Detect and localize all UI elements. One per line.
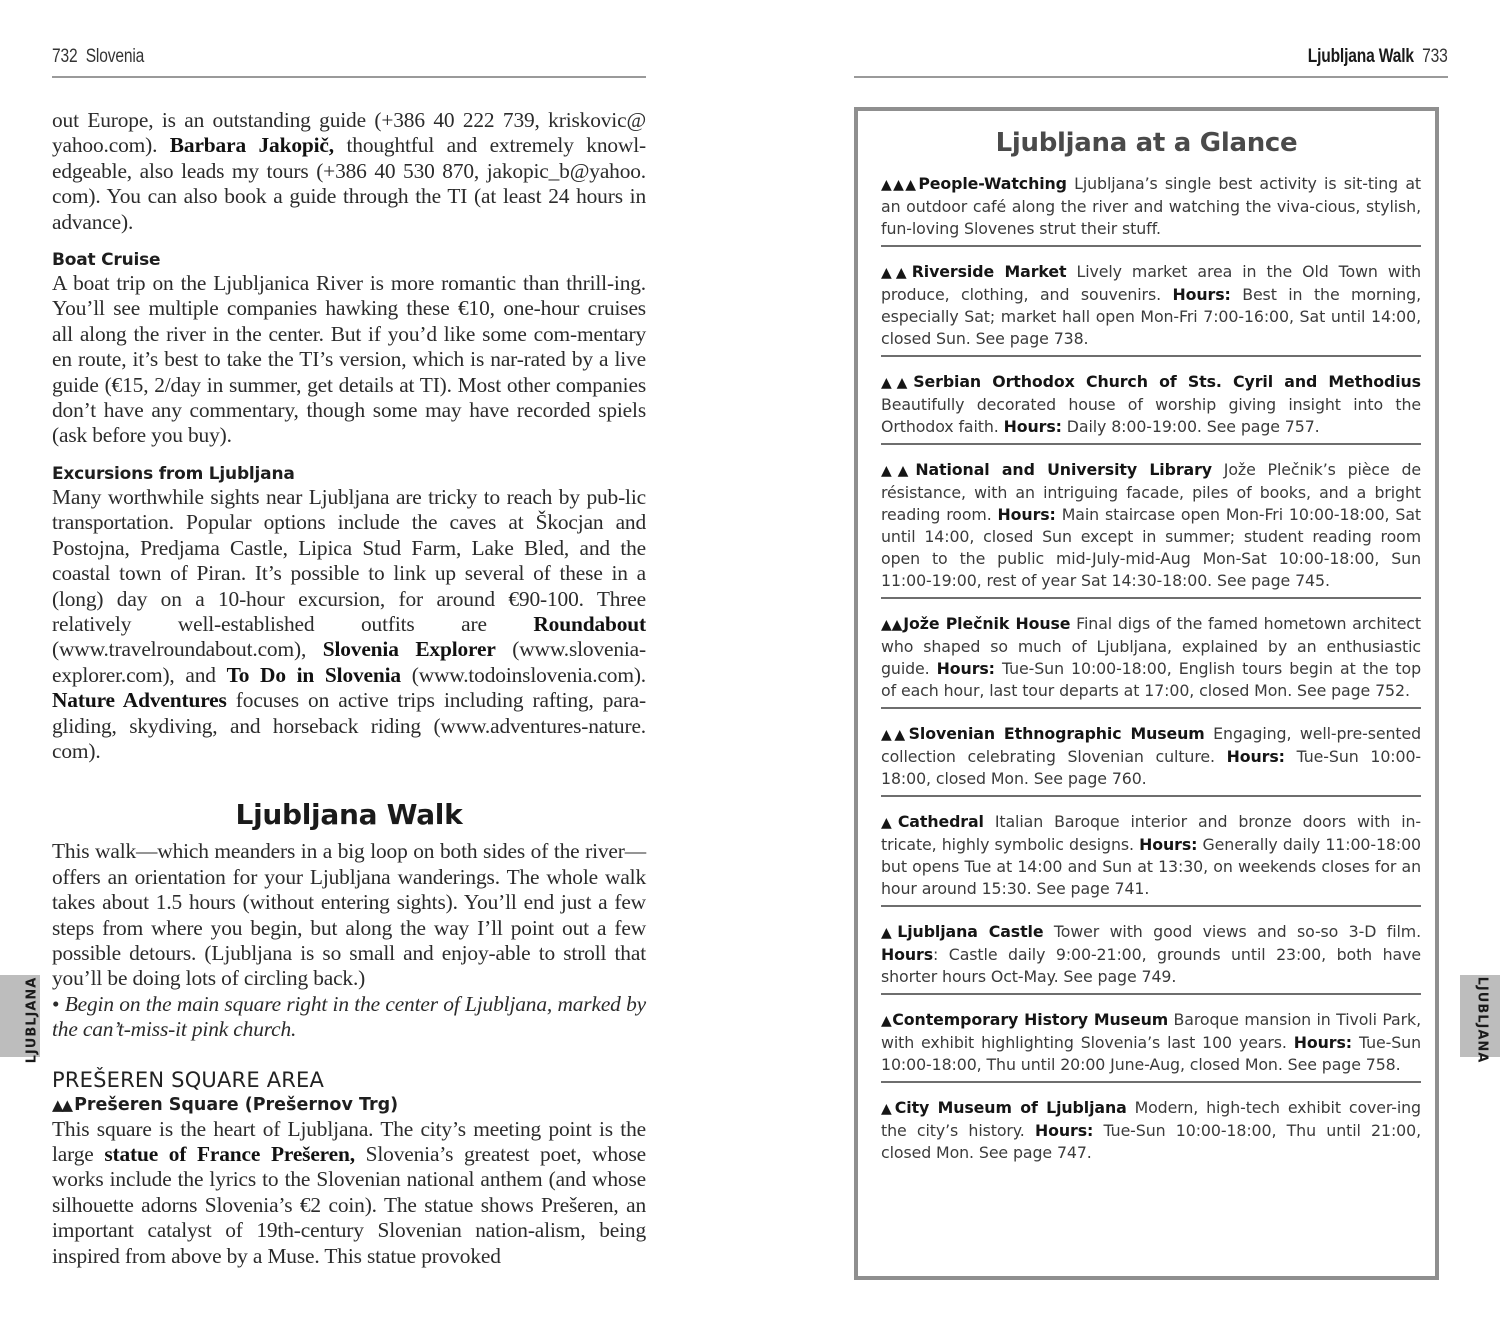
- sight-description: Baroque mansion in Tivoli Park, with exhibit highlighting Slovenia’s last 100 years.: [881, 1010, 1421, 1052]
- walk-paragraph: This walk—which meanders in a big loop on both sides of the river—offers an orientation for your Ljubljana wanderings. The whole walk takes about 1.5 hours (without entering sights). You’ll end just a few steps from where you begin, but along the way I’ll point out a few possible detours. (Ljubljana is so small and enjoy-able to stroll that you’ll be doing lots of circling back.): [52, 839, 646, 991]
- hours-label: Hours:: [1226, 747, 1285, 766]
- step-instruction: Begin on the main square right in the center of Ljubljana, marked by the can’t-miss-it pink church.: [52, 991, 646, 1042]
- hours-text: : Castle daily 9:00-21:00, grounds until 23:00, both have shorter hours Oct-May. See page 749.: [881, 945, 1421, 986]
- sight-name: Serbian Orthodox Church of Sts. Cyril and Methodius: [913, 372, 1421, 391]
- boat-cruise-heading: Boat Cruise: [52, 250, 161, 271]
- glance-title: Ljubljana at a Glance: [995, 128, 1298, 158]
- rating-triangles-icon: ▲▲: [881, 727, 908, 743]
- bullet: •: [52, 991, 60, 1016]
- hours-text: Tue-Sun 10:00-18:00, English tours begin at the top of each hour, last tour departs at 17:00, closed Mon. See page 752.: [881, 659, 1421, 700]
- hours-text: Main staircase open Mon-Fri 10:00-18:00, Sat until 14:00, closed Sun except in summer; student reading room open to the public mid-July-mid-Aug Mon-Sat 10:00-18:00, Sun 11:00-19:00, rest of year Sat 14:30-18:00. See page 745.: [881, 505, 1422, 590]
- sight-description: Modern, high-tech exhibit cover-ing the city’s history.: [881, 1098, 1421, 1140]
- area-paragraph: [52, 1117, 646, 1269]
- glance-item: [881, 371, 1421, 445]
- guide-name: Barbara Jakopič,: [169, 133, 334, 158]
- sight-name: City Museum of Ljubljana: [894, 1098, 1127, 1117]
- text-run: thoughtful and extremely knowl-edgeable, also leads my tours (+386 40 530 870, jakopic_b@yahoo. com). You can also book a guide through the TI (at least 24 hours in advance).: [52, 133, 646, 234]
- intro-paragraph: [52, 108, 646, 235]
- glance-item: [881, 723, 1421, 797]
- right-page: [800, 0, 1500, 1334]
- sight-name: Riverside Market: [911, 262, 1067, 281]
- running-header-left: [52, 46, 144, 68]
- outfit-name: To Do in Slovenia: [226, 662, 401, 687]
- sight-name: Ljubljana Castle: [897, 922, 1044, 941]
- rating-triangles-icon: ▲: [881, 1101, 894, 1117]
- sight-name: Prešeren Square (Prešernov Trg): [74, 1094, 399, 1115]
- text-run: focuses on active trips including rafting, para-gliding, skydiving, and horseback riding (www.adventures-nature. com).: [52, 688, 646, 763]
- sight-name: Contemporary History Museum: [892, 1010, 1169, 1029]
- rating-triangles-icon: ▲▲: [52, 1095, 72, 1114]
- header-rule: [52, 76, 646, 78]
- hours-label: Hours:: [1172, 285, 1231, 304]
- glance-item: [881, 1097, 1421, 1169]
- section-title: Slovenia: [85, 46, 145, 67]
- glance-item: [881, 261, 1421, 357]
- excursions-paragraph: [52, 485, 646, 764]
- hours-label: Hours:: [936, 659, 995, 678]
- sight-description: Jože Plečnik’s pièce de résistance, with an intriguing facade, piles of books, and a bright reading room.: [881, 460, 1421, 524]
- left-column: [52, 108, 646, 1269]
- glance-item: [881, 1009, 1421, 1083]
- glance-item: [881, 921, 1421, 995]
- header-rule: [854, 76, 1448, 78]
- sight-description: Lively market area in the Old Town with produce, clothing, and souvenirs.: [881, 262, 1421, 304]
- left-page: [0, 0, 700, 1334]
- sight-name: National and University Library: [915, 460, 1212, 479]
- walk-heading: Ljubljana Walk: [235, 798, 463, 832]
- outfit-name: Roundabout: [533, 611, 646, 636]
- walk-step: [52, 992, 646, 1043]
- section-title: Ljubljana Walk: [1308, 46, 1415, 67]
- sight-description: Tower with good views and so-so 3-D film.: [1043, 922, 1421, 941]
- glance-item: [881, 613, 1421, 709]
- glance-item: [881, 811, 1421, 907]
- rating-triangles-icon: ▲: [881, 925, 897, 941]
- page-number: 732: [52, 46, 78, 67]
- text-run: (www.travelroundabout.com),: [52, 637, 323, 662]
- running-header-right: [1308, 46, 1448, 68]
- area-heading: PREŠEREN SQUARE AREA: [52, 1067, 325, 1092]
- rating-triangles-icon: ▲▲: [881, 265, 911, 281]
- excursions-heading: Excursions from Ljubljana: [52, 463, 295, 484]
- boat-cruise-paragraph: A boat trip on the Ljubljanica River is more romantic than thrill-ing. You’ll see multiple companies hawking these €10, one-hour cruises all along the river in the center. But if you’d like some com-mentary en route, it’s best to take the TI’s version, which is nar-rated by a live guide (€15, 2/day in summer, get details at TI). Most other companies don’t have any commentary, though some may have recorded spiels (ask before you buy).: [52, 271, 646, 448]
- rating-triangles-icon: ▲: [881, 1013, 892, 1029]
- text-run: out Europe, is an outstanding guide (+386 40 222 739, kriskovic@ yahoo.com).: [52, 108, 646, 158]
- hours-text: Tue-Sun 10:00-18:00, Thu until 20:00 June-Aug, closed Mon. See page 758.: [881, 1033, 1421, 1074]
- hours-text: Best in the morning, especially Sat; market hall open Mon-Fri 7:00-16:00, Sat until 14:00, closed Sun. See page 738.: [881, 285, 1421, 348]
- sight-description: Final digs of the famed hometown architect who shaped so much of Ljubljana, explained by an enthusiastic guide.: [881, 614, 1421, 678]
- glance-item: [881, 173, 1421, 247]
- hours-label: Hours:: [1003, 417, 1062, 436]
- hours-label: Hours:: [1035, 1121, 1094, 1140]
- hours-label: Hours: [881, 945, 934, 964]
- sight-name: Jože Plečnik House: [903, 614, 1071, 633]
- glance-box: [854, 107, 1439, 1280]
- sight-name: Cathedral: [897, 812, 984, 831]
- statue-name: statue of France Prešeren,: [104, 1142, 355, 1166]
- outfit-name: Slovenia Explorer: [322, 637, 496, 662]
- sight-name: Slovenian Ethnographic Museum: [908, 724, 1205, 743]
- rating-triangles-icon: ▲▲: [881, 463, 915, 479]
- glance-list: [881, 173, 1421, 1183]
- thumb-tab-label: LJUBLJANA: [24, 976, 40, 1064]
- sight-description: Italian Baroque interior and bronze doors with in-tricate, highly symbolic designs.: [881, 812, 1421, 854]
- thumb-tab-right: [1460, 975, 1500, 1064]
- hours-text: Tue-Sun 10:00-18:00, Thu until 21:00, closed Mon. See page 747.: [881, 1121, 1421, 1162]
- thumb-tab-left: [0, 975, 40, 1064]
- text-run: Many worthwhile sights near Ljubljana are tricky to reach by pub-lic transportation. Popular options include the caves at Škocjan and Postojna, Predjama Castle, Lipica Stud Farm, Lake Bled, and the coastal town of Piran. It’s possible to link up several of these in a (long) day on a 10-hour excursion, for around €90-100. Three relatively well-established outfits are: [52, 484, 646, 636]
- hours-text: Tue-Sun 10:00-18:00, closed Mon. See page 760.: [881, 747, 1421, 788]
- rating-triangles-icon: ▲▲: [881, 617, 903, 633]
- glance-item: [881, 459, 1421, 599]
- text-run: (www.slovenia-explorer.com), and: [52, 637, 647, 687]
- hours-label: Hours:: [997, 505, 1056, 524]
- hours-label: Hours:: [1139, 835, 1198, 854]
- text-run: (www.todoinslovenia.com).: [400, 662, 646, 687]
- outfit-name: Nature Adventures: [52, 688, 227, 713]
- hours-label: Hours:: [1293, 1033, 1353, 1052]
- sight-description: Beautifully decorated house of worship giving insight into the Orthodox faith.: [881, 395, 1421, 436]
- sight-name: People-Watching: [918, 174, 1067, 193]
- sight-description: Ljubljana’s single best activity is sit-ting at an outdoor café along the river and watching the viva-cious, stylish, fun-loving Slovenes strut their stuff.: [881, 174, 1421, 238]
- sight-description: Engaging, well-pre-sented collection celebrating Slovenian culture.: [881, 724, 1421, 766]
- rating-triangles-icon: ▲▲▲: [881, 177, 918, 193]
- rating-triangles-icon: ▲: [881, 815, 897, 831]
- hours-text: Generally daily 11:00-18:00 but opens Tue at 14:00 and Sun at 13:30, on weekends closes for an hour around 15:30. See page 741.: [881, 835, 1421, 898]
- sight-heading: [52, 1093, 646, 1117]
- rating-triangles-icon: ▲▲: [881, 375, 913, 391]
- thumb-tab-label: LJUBLJANA: [1474, 976, 1490, 1064]
- text-run: Slovenia’s greatest poet, whose works include the lyrics to the Slovenian national anthem (and whose silhouette adorns Slovenia’s €2 coin). The statue shows Prešeren, an important catalyst of 19th-century Slovenian nation-alism, being inspired from above by a Muse. This statue provoked: [52, 1142, 647, 1268]
- hours-text: Daily 8:00-19:00. See page 757.: [1061, 417, 1320, 436]
- page-number: 733: [1422, 46, 1448, 67]
- text-run: This square is the heart of Ljubljana. The city’s meeting point is the large: [52, 1116, 646, 1166]
